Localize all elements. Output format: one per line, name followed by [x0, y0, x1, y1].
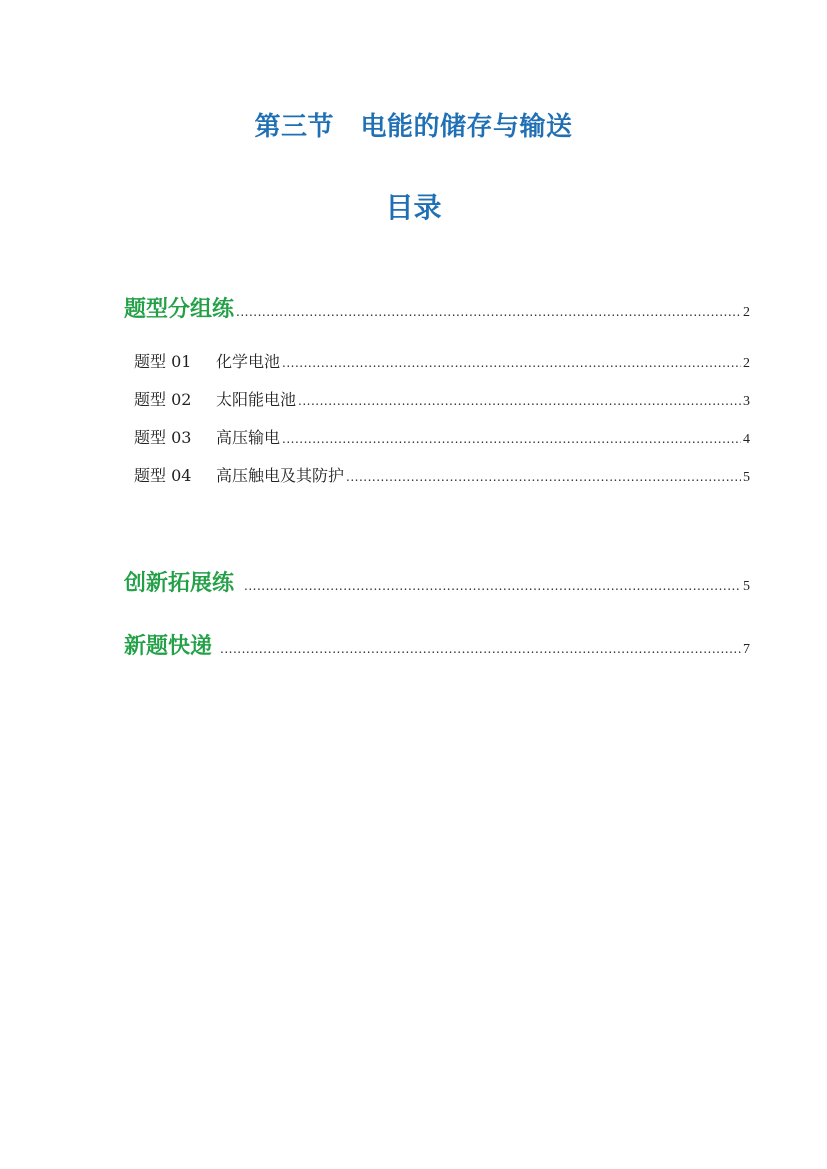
toc-page-number: 7 [743, 642, 750, 657]
toc-leader-dots [282, 432, 741, 446]
type-number: 题型 01 [134, 352, 192, 371]
toc-page-number: 3 [743, 394, 750, 409]
toc-heading: 目录 [385, 191, 442, 224]
toc-entry-label [134, 463, 344, 486]
toc-entry-innovation[interactable] [124, 566, 750, 597]
toc-leader-dots [282, 356, 741, 370]
type-name: 高压输电 [216, 428, 281, 447]
toc-leader-dots [220, 642, 741, 656]
toc-entry-type-03[interactable] [134, 425, 750, 448]
type-number: 题型 04 [134, 466, 192, 485]
type-name: 太阳能电池 [216, 390, 297, 409]
toc-entry-label [134, 387, 296, 410]
toc-page-number: 4 [743, 432, 750, 447]
toc-entry-label [134, 349, 280, 372]
toc-page-number: 5 [743, 579, 750, 594]
type-number: 题型 03 [134, 428, 192, 447]
toc-leader-dots [244, 579, 741, 593]
type-name: 化学电池 [216, 352, 281, 371]
toc-entry-type-01[interactable] [134, 349, 750, 372]
toc-entry-new-questions[interactable] [124, 629, 750, 660]
toc-leader-dots [298, 394, 741, 408]
type-name: 高压触电及其防护 [216, 466, 345, 485]
toc-entry-group-practice[interactable] [124, 292, 750, 323]
toc-page-number: 2 [743, 305, 750, 320]
toc-page-number: 2 [743, 356, 750, 371]
toc-entry-label: 题型分组练 [124, 297, 235, 322]
toc-leader-dots [346, 470, 741, 484]
toc-leader-dots [236, 305, 741, 319]
toc-entry-type-02[interactable] [134, 387, 750, 410]
type-number: 题型 02 [134, 390, 192, 409]
toc-entry-type-04[interactable] [134, 463, 750, 486]
toc-entry-label: 创新拓展练 [124, 571, 235, 596]
toc-entry-label: 新题快递 [124, 634, 213, 659]
toc-page-number: 5 [743, 470, 750, 485]
toc-entry-label [134, 425, 280, 448]
page-title: 第三节 电能的储存与输送 [254, 112, 573, 142]
